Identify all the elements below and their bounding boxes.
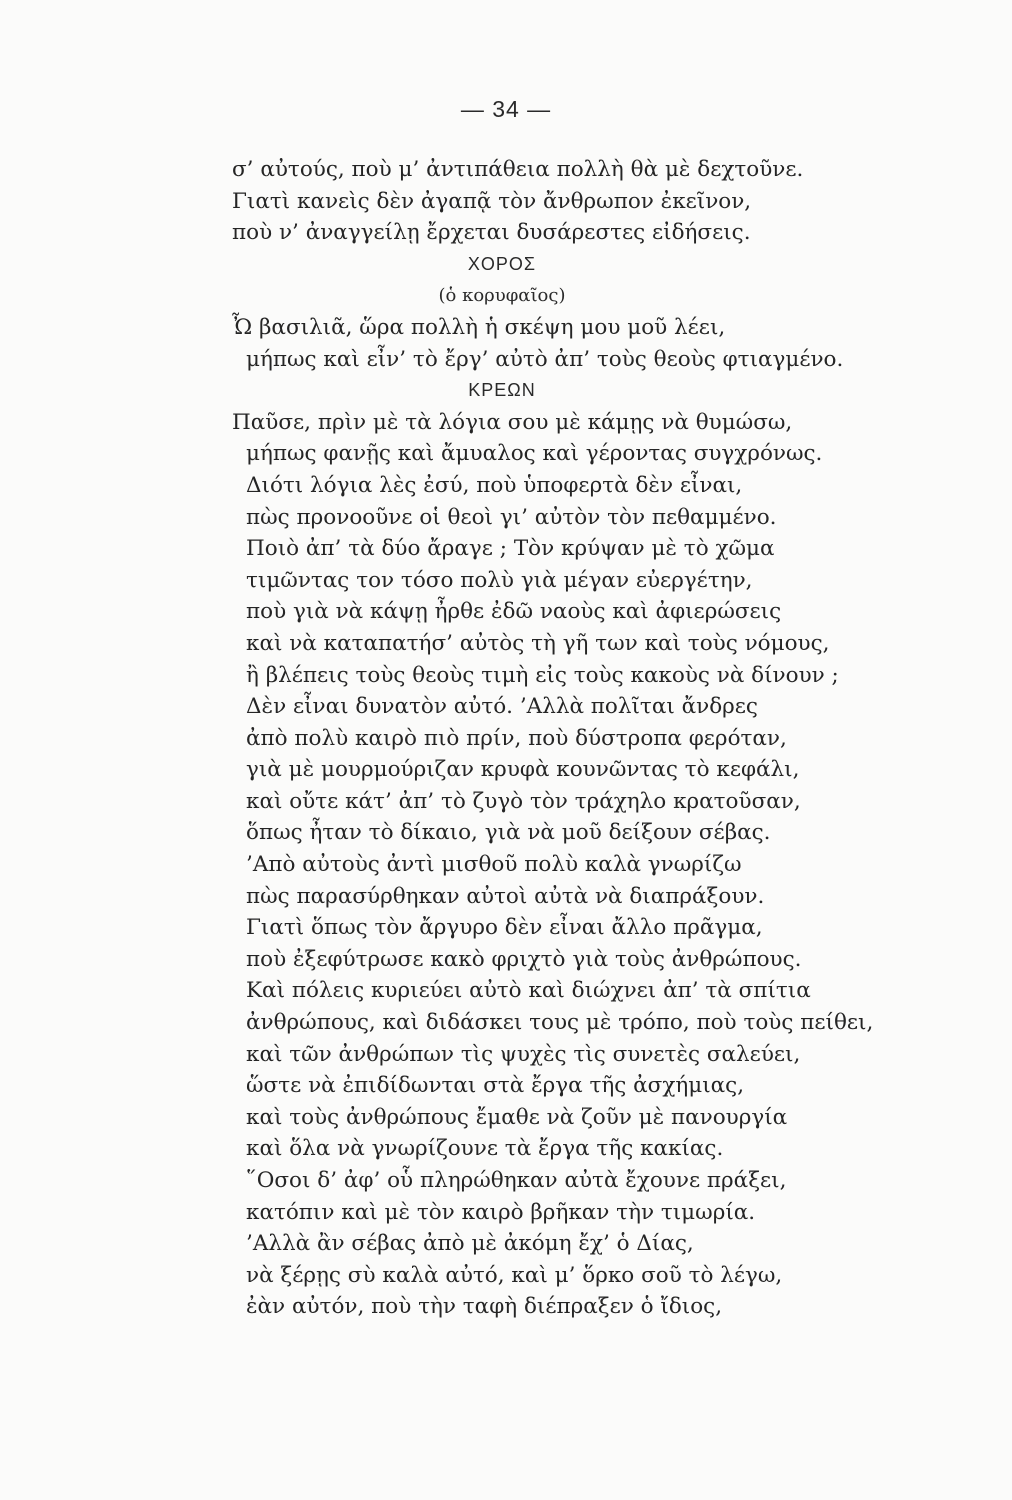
text-body	[232, 154, 912, 1323]
verse-line: ὅπως ἦταν τὸ δίκαιο, γιὰ νὰ μοῦ δείξουν σέβας.	[246, 820, 771, 846]
verse-line: ’Απὸ αὐτοὺς ἀντὶ μισθοῦ πολὺ καλὰ γνωρίζω	[246, 852, 742, 878]
verse-line: μήπως φανῇς καὶ ἄμυαλος καὶ γέροντας συγχρόνως.	[246, 441, 823, 467]
verse-line: τιμῶντας τον τόσο πολὺ γιὰ μέγαν εὐεργέτην,	[246, 567, 753, 593]
verse-line: πὼς παρασύρθηκαν αὐτοὶ αὐτὰ νὰ διαπράξουν.	[246, 883, 765, 909]
verse-line: ὥστε νὰ ἐπιδίδωνται στὰ ἔργα τῆς ἀσχήμιας,	[246, 1073, 745, 1099]
verse-line: καὶ τῶν ἀνθρώπων τὶς ψυχὲς τὶς συνετὲς σαλεύει,	[246, 1041, 801, 1067]
verse-line: ἐὰν αὐτόν, ποὺ τὴν ταφὴ διέπραξεν ὁ ἴδιος,	[246, 1294, 723, 1320]
verse-line: ἀνθρώπους, καὶ διδάσκει τους μὲ τρόπο, ποὺ τοὺς πείθει,	[246, 1010, 874, 1036]
verse-line: Δὲν εἶναι δυνατὸν αὐτό. ’Αλλὰ πολῖται ἄνδρες	[246, 694, 758, 720]
verse-line: καὶ οὔτε κάτ’ ἀπ’ τὸ ζυγὸ τὸν τράχηλο κρατοῦσαν,	[246, 788, 801, 814]
speaker-creon: ΚΡΕΩΝ	[468, 380, 536, 401]
verse-line: καὶ τοὺς ἀνθρώπους ἔμαθε νὰ ζοῦν μὲ πανουργία	[246, 1104, 788, 1130]
verse-line: μήπως καὶ εἶν’ τὸ ἔργ’ αὐτὸ ἀπ’ τοὺς θεοὺς φτιαγμένο.	[246, 346, 844, 372]
verse-line: Ὦ βασιλιᾶ, ὥρα πολλὴ ἡ σκέψη μου μοῦ λέει,	[232, 314, 726, 340]
page-number: — 34 —	[460, 96, 552, 122]
verse-line: Ποιὸ ἀπ’ τὰ δύο ἄραγε ; Τὸν κρύψαν μὲ τὸ χῶμα	[246, 536, 775, 562]
verse-line: ’Αλλὰ ἂν σέβας ἀπὸ μὲ ἀκόμη ἔχ’ ὁ Δίας,	[246, 1231, 694, 1257]
verse-line: νὰ ξέρῃς σὺ καλὰ αὐτό, καὶ μ’ ὅρκο σοῦ τὸ λέγω,	[246, 1262, 783, 1288]
verse-line: ποὺ ἐξεφύτρωσε κακὸ φριχτὸ γιὰ τοὺς ἀνθρώπους.	[246, 946, 802, 972]
verse-line: Γιατὶ κανεὶς δὲν ἀγαπᾷ τὸν ἄνθρωπον ἐκεῖνον,	[232, 188, 752, 214]
verse-line: ῞Οσοι δ’ ἀφ’ οὗ πληρώθηκαν αὐτὰ ἔχουνε πράξει,	[246, 1168, 787, 1193]
verse-line: ποὺ ν’ ἀναγγείλῃ ἔρχεται δυσάρεστες εἰδήσεις.	[232, 220, 751, 246]
verse-line: Καὶ πόλεις κυριεύει αὐτὸ καὶ διώχνει ἀπ’ τὰ σπίτια	[246, 978, 811, 1004]
verse-line: ἢ βλέπεις τοὺς θεοὺς τιμὴ εἰς τοὺς κακοὺς νὰ δίνουν ;	[246, 662, 839, 688]
verse-line: ἀπὸ πολὺ καιρὸ πιὸ πρίν, ποὺ δύστροπα φερόταν,	[246, 725, 787, 751]
verse-line: Διότι λόγια λὲς ἐσύ, ποὺ ὑποφερτὰ δὲν εἶναι,	[246, 472, 743, 498]
speaker-chorus: ΧΟΡΟΣ	[467, 253, 537, 274]
verse-line: καὶ νὰ καταπατήσ’ αὐτὸς τὴ γῆ των καὶ τοὺς νόμους,	[246, 630, 830, 656]
verse-line: ποὺ γιὰ νὰ κάψῃ ἦρθε ἐδῶ ναοὺς καὶ ἀφιερώσεις	[246, 599, 782, 625]
verse-line: σ’ αὐτούς, ποὺ μ’ ἀντιπάθεια πολλὴ θὰ μὲ δεχτοῦνε.	[232, 157, 804, 182]
verse-line: καὶ ὅλα νὰ γνωρίζουνε τὰ ἔργα τῆς κακίας.	[246, 1136, 724, 1162]
verse-line: Γιατὶ ὅπως τὸν ἄργυρο δὲν εἶναι ἄλλο πρᾶγμα,	[246, 915, 763, 941]
verse-line: πὼς προνοοῦνε οἱ θεοὶ γι’ αὐτὸν τὸν πεθαμμένο.	[246, 504, 777, 530]
verse-line: κατόπιν καὶ μὲ τὸν καιρὸ βρῆκαν τὴν τιμωρία.	[246, 1199, 756, 1225]
stage-direction: (ὁ κορυφαῖος)	[438, 285, 566, 307]
verse-line: Παῦσε, πρὶν μὲ τὰ λόγια σου μὲ κάμῃς νὰ θυμώσω,	[232, 409, 793, 435]
verse-line: γιὰ μὲ μουρμούριζαν κρυφὰ κουνῶντας τὸ κεφάλι,	[246, 757, 800, 783]
